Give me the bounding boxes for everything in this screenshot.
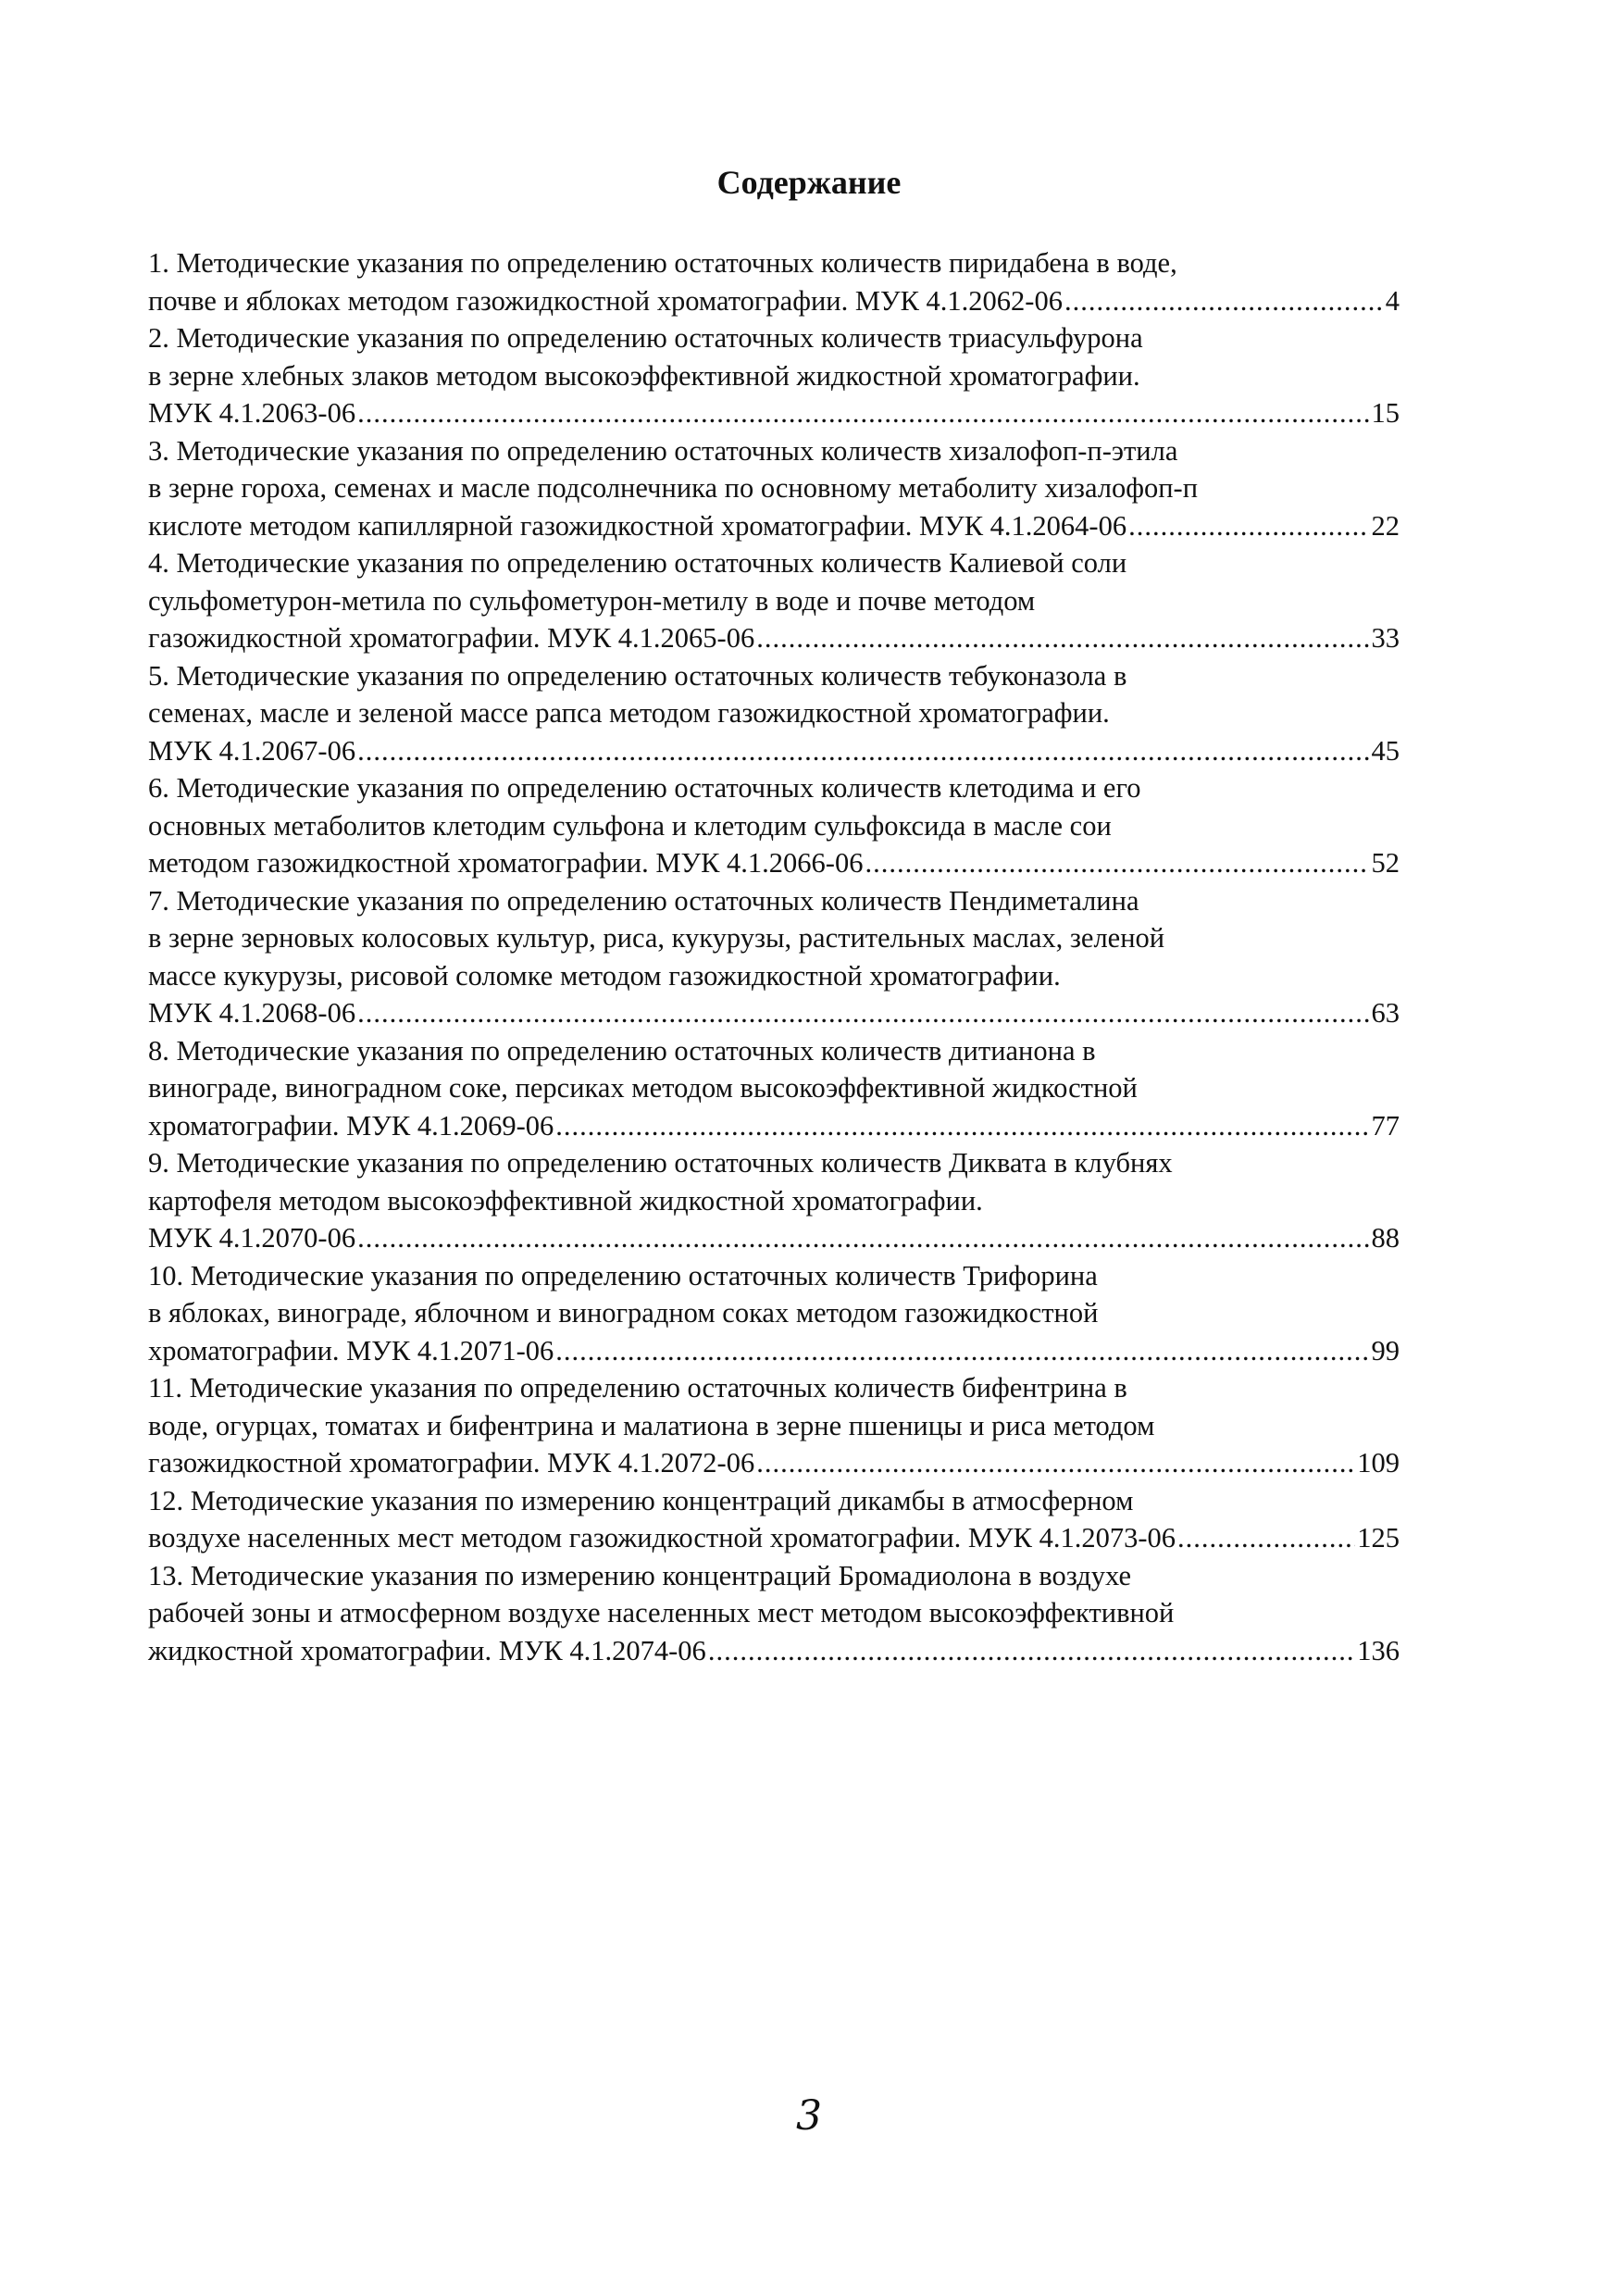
dot-leader xyxy=(555,1332,1369,1370)
toc-entry-reference: газожидкостной хроматографии. МУК 4.1.2065-06 xyxy=(148,622,755,654)
dot-leader xyxy=(1064,282,1384,320)
toc-entry-page: 63 xyxy=(1371,997,1400,1029)
toc-entry-page: 99 xyxy=(1371,1334,1400,1366)
toc-entry-line: 9. Методические указания по определению остаточных количеств Диквата в клубнях xyxy=(148,1147,1173,1179)
toc-entry xyxy=(148,244,1400,319)
dot-leader xyxy=(756,619,1369,657)
table-of-contents xyxy=(148,244,1400,1669)
toc-entry xyxy=(148,1257,1400,1370)
toc-entry-last-line xyxy=(148,844,1400,882)
toc-entry-line: 11. Методические указания по определению остаточных количеств бифентрина в xyxy=(148,1372,1127,1404)
toc-entry-reference: почве и яблоках методом газожидкостной хроматографии. МУК 4.1.2062-06 xyxy=(148,284,1063,317)
dot-leader xyxy=(708,1632,1355,1670)
toc-entry-last-line xyxy=(148,994,1400,1032)
toc-entry-line: основных метаболитов клетодим сульфона и клетодим сульфоксида в масле сои xyxy=(148,809,1112,842)
toc-entry-line: 4. Методические указания по определению остаточных количеств Калиевой соли xyxy=(148,547,1127,579)
toc-entry xyxy=(148,1557,1400,1670)
toc-entry-page: 77 xyxy=(1371,1109,1400,1142)
toc-entry-reference: жидкостной хроматографии. МУК 4.1.2074-06 xyxy=(148,1634,706,1666)
toc-entry-line: массе кукурузы, рисовой соломке методом газожидкостной хроматографии. xyxy=(148,959,1061,992)
toc-entry-last-line xyxy=(148,619,1400,657)
toc-entry-line: в зерне хлебных злаков методом высокоэффективной жидкостной хроматографии. xyxy=(148,359,1140,392)
page-title: Содержание xyxy=(716,164,902,201)
dot-leader xyxy=(357,994,1369,1032)
toc-entry-page: 125 xyxy=(1357,1522,1400,1554)
dot-leader xyxy=(357,732,1369,770)
toc-entry-last-line xyxy=(148,1219,1400,1257)
toc-entry-reference: хроматографии. МУК 4.1.2069-06 xyxy=(148,1109,554,1142)
dot-leader xyxy=(1177,1519,1355,1557)
toc-entry-page: 33 xyxy=(1371,622,1400,654)
dot-leader xyxy=(865,844,1369,882)
toc-entry-last-line xyxy=(148,282,1400,320)
dot-leader xyxy=(357,1219,1369,1257)
toc-entry-page: 88 xyxy=(1371,1222,1400,1254)
toc-entry-line: 6. Методические указания по определению остаточных количеств клетодима и его xyxy=(148,772,1141,804)
toc-entry-page: 45 xyxy=(1371,734,1400,767)
toc-entry-reference: хроматографии. МУК 4.1.2071-06 xyxy=(148,1334,554,1366)
toc-entry-reference: кислоте методом капиллярной газожидкостной хроматографии. МУК 4.1.2064-06 xyxy=(148,509,1127,542)
toc-entry-line: 2. Методические указания по определению остаточных количеств триасульфурона xyxy=(148,322,1143,354)
toc-entry xyxy=(148,1482,1400,1557)
toc-entry-line: картофеля методом высокоэффективной жидкостной хроматографии. xyxy=(148,1184,983,1217)
dot-leader xyxy=(756,1444,1355,1482)
toc-entry-line: сульфометурон-метила по сульфометурон-метилу в воде и почве методом xyxy=(148,584,1036,617)
dot-leader xyxy=(357,394,1369,432)
toc-entry-reference: газожидкостной хроматографии. МУК 4.1.2072-06 xyxy=(148,1447,755,1479)
toc-entry-last-line xyxy=(148,1632,1400,1670)
toc-entry-line: воде, огурцах, томатах и бифентрина и малатиона в зерне пшеницы и риса методом xyxy=(148,1409,1155,1441)
toc-entry-last-line xyxy=(148,1519,1400,1557)
toc-entry-line: винограде, виноградном соке, персиках методом высокоэффективной жидкостной xyxy=(148,1072,1138,1104)
toc-entry-line: 13. Методические указания по измерению концентраций Бромадиолона в воздухе xyxy=(148,1559,1132,1591)
page-number: 3 xyxy=(796,2092,822,2140)
toc-entry-last-line xyxy=(148,732,1400,770)
toc-entry-reference: МУК 4.1.2067-06 xyxy=(148,734,356,767)
toc-entry-line: 7. Методические указания по определению остаточных количеств Пендиметалина xyxy=(148,884,1139,917)
toc-entry-line: в яблоках, винограде, яблочном и виноградном соках методом газожидкостной xyxy=(148,1297,1099,1329)
toc-entry xyxy=(148,1144,1400,1257)
toc-entry-line: рабочей зоны и атмосферном воздухе населенных мест методом высокоэффективной xyxy=(148,1597,1175,1628)
toc-entry xyxy=(148,769,1400,882)
toc-entry xyxy=(148,1032,1400,1145)
dot-leader xyxy=(555,1107,1369,1145)
toc-entry-page: 15 xyxy=(1371,397,1400,429)
toc-entry xyxy=(148,319,1400,432)
toc-entry-line: 8. Методические указания по определению остаточных количеств дитианона в xyxy=(148,1034,1096,1067)
toc-entry xyxy=(148,432,1400,545)
toc-entry-page: 136 xyxy=(1357,1634,1400,1666)
toc-entry-line: 1. Методические указания по определению остаточных количеств пиридабена в воде, xyxy=(148,247,1177,279)
toc-entry-last-line xyxy=(148,1107,1400,1145)
toc-entry-page: 22 xyxy=(1371,509,1400,542)
toc-entry-reference: МУК 4.1.2070-06 xyxy=(148,1222,356,1254)
toc-entry-reference: воздухе населенных мест методом газожидкостной хроматографии. МУК 4.1.2073-06 xyxy=(148,1522,1176,1554)
toc-entry-line: 3. Методические указания по определению остаточных количеств хизалофоп-п-этила xyxy=(148,434,1178,467)
dot-leader xyxy=(1128,507,1369,545)
toc-entry-line: 5. Методические указания по определению остаточных количеств тебуконазола в xyxy=(148,659,1127,692)
toc-entry-reference: МУК 4.1.2068-06 xyxy=(148,997,356,1029)
toc-entry xyxy=(148,544,1400,657)
toc-entry-last-line xyxy=(148,1332,1400,1370)
toc-entry-line: семенах, масле и зеленой массе рапса методом газожидкостной хроматографии. xyxy=(148,697,1110,729)
toc-entry xyxy=(148,657,1400,770)
toc-entry xyxy=(148,882,1400,1032)
toc-entry-line: 10. Методические указания по определению остаточных количеств Трифорина xyxy=(148,1259,1098,1292)
toc-entry-reference: МУК 4.1.2063-06 xyxy=(148,397,356,429)
toc-entry-page: 52 xyxy=(1371,847,1400,879)
toc-entry-last-line xyxy=(148,507,1400,545)
toc-entry-last-line xyxy=(148,394,1400,432)
toc-entry-page: 4 xyxy=(1385,284,1400,317)
toc-entry-line: в зерне гороха, семенах и масле подсолнечника по основному метаболиту хизалофоп-п xyxy=(148,472,1199,504)
toc-entry-line: в зерне зерновых колосовых культур, риса, кукурузы, растительных маслах, зеленой xyxy=(148,922,1165,954)
toc-entry-last-line xyxy=(148,1444,1400,1482)
toc-entry-reference: методом газожидкостной хроматографии. МУК 4.1.2066-06 xyxy=(148,847,864,879)
toc-entry-page: 109 xyxy=(1357,1447,1400,1479)
toc-entry-line: 12. Методические указания по измерению концентраций дикамбы в атмосферном xyxy=(148,1484,1134,1516)
toc-entry xyxy=(148,1369,1400,1482)
